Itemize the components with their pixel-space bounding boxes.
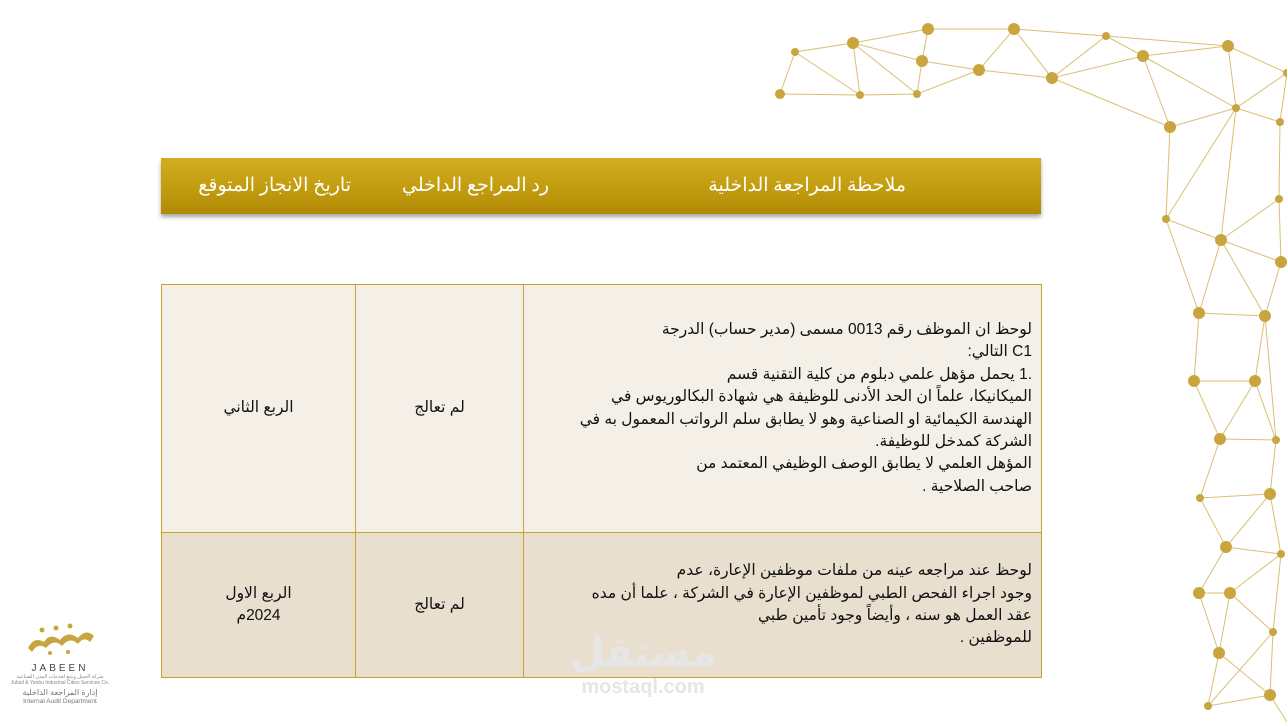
mostaql-watermark [562, 630, 724, 698]
note-line: لوحظ ان الموظف رقم 0013 مسمى (مدير حساب) الدرجة [661, 320, 1032, 338]
note-line: المؤهل العلمي لا يطابق الوصف الوظيفي المعتمد من [696, 455, 1032, 473]
date-line: الربع الثاني [223, 399, 294, 417]
watermark-arabic: مستقل [569, 631, 717, 675]
company-logo [10, 622, 110, 722]
note-line: عقد العمل هو سنه ، وأيضاً وجود تأمين طبي [757, 607, 1032, 624]
note-line: الهندسة الكيمائية او الصناعية وهو لا يطابق سلم الرواتب المعمول به في [579, 410, 1032, 428]
cell-auditor-reply: لم تعالج [356, 533, 524, 678]
note-line: لوحظ عند مراجعه عينه من ملفات موظفين الإعارة، عدم [676, 562, 1032, 580]
note-line: C1 التالي: [967, 343, 1032, 361]
note-line: للموظفين . [959, 629, 1032, 647]
cell-auditor-reply: لم تعالج [356, 285, 524, 533]
date-line: 2024م [236, 607, 281, 624]
note-line: صاحب الصلاحية . [922, 477, 1032, 495]
note-line: الميكانيكا، علماً ان الحد الأدنى للوظيفة هي شهادة البكالوريوس في [611, 388, 1032, 406]
watermark-latin: mostaql.com [581, 676, 705, 698]
jabeen-logo-mark-icon [20, 622, 100, 656]
audit-findings-table [161, 284, 1042, 678]
logo-dept-ar: إدارة المراجعة الداخلية [22, 688, 98, 697]
cell-audit-note [524, 285, 1042, 533]
table-header-bar [161, 158, 1041, 214]
cell-expected-date [162, 285, 356, 533]
logo-sub-en: Jubail & Yanbu Industrial Cities Services Co. [10, 680, 110, 686]
note-line: وجود اجراء الفحص الطبي لموظفين الإعارة في الشركة ، علما أن مده [591, 584, 1032, 602]
date-line: الربع الاول [225, 584, 292, 602]
header-expected-date: تاريخ الانجاز المتوقع [198, 175, 351, 196]
header-auditor-reply: رد المراجع الداخلي [402, 175, 549, 196]
note-line: الشركة كمدخل للوظيفة. [875, 432, 1032, 450]
logo-sub-ar: شركة الجبيل وينبع لخدمات المدن الصناعية [16, 674, 104, 680]
note-line: .1 يحمل مؤهل علمي دبلوم من كلية التقنية قسم [726, 365, 1032, 383]
logo-dept-en: Internal Audit Department [23, 698, 97, 705]
header-audit-note: ملاحظة المراجعة الداخلية [708, 175, 906, 196]
table-row [162, 285, 1042, 533]
logo-brand: JABEEN [31, 663, 89, 674]
cell-expected-date [162, 533, 356, 678]
